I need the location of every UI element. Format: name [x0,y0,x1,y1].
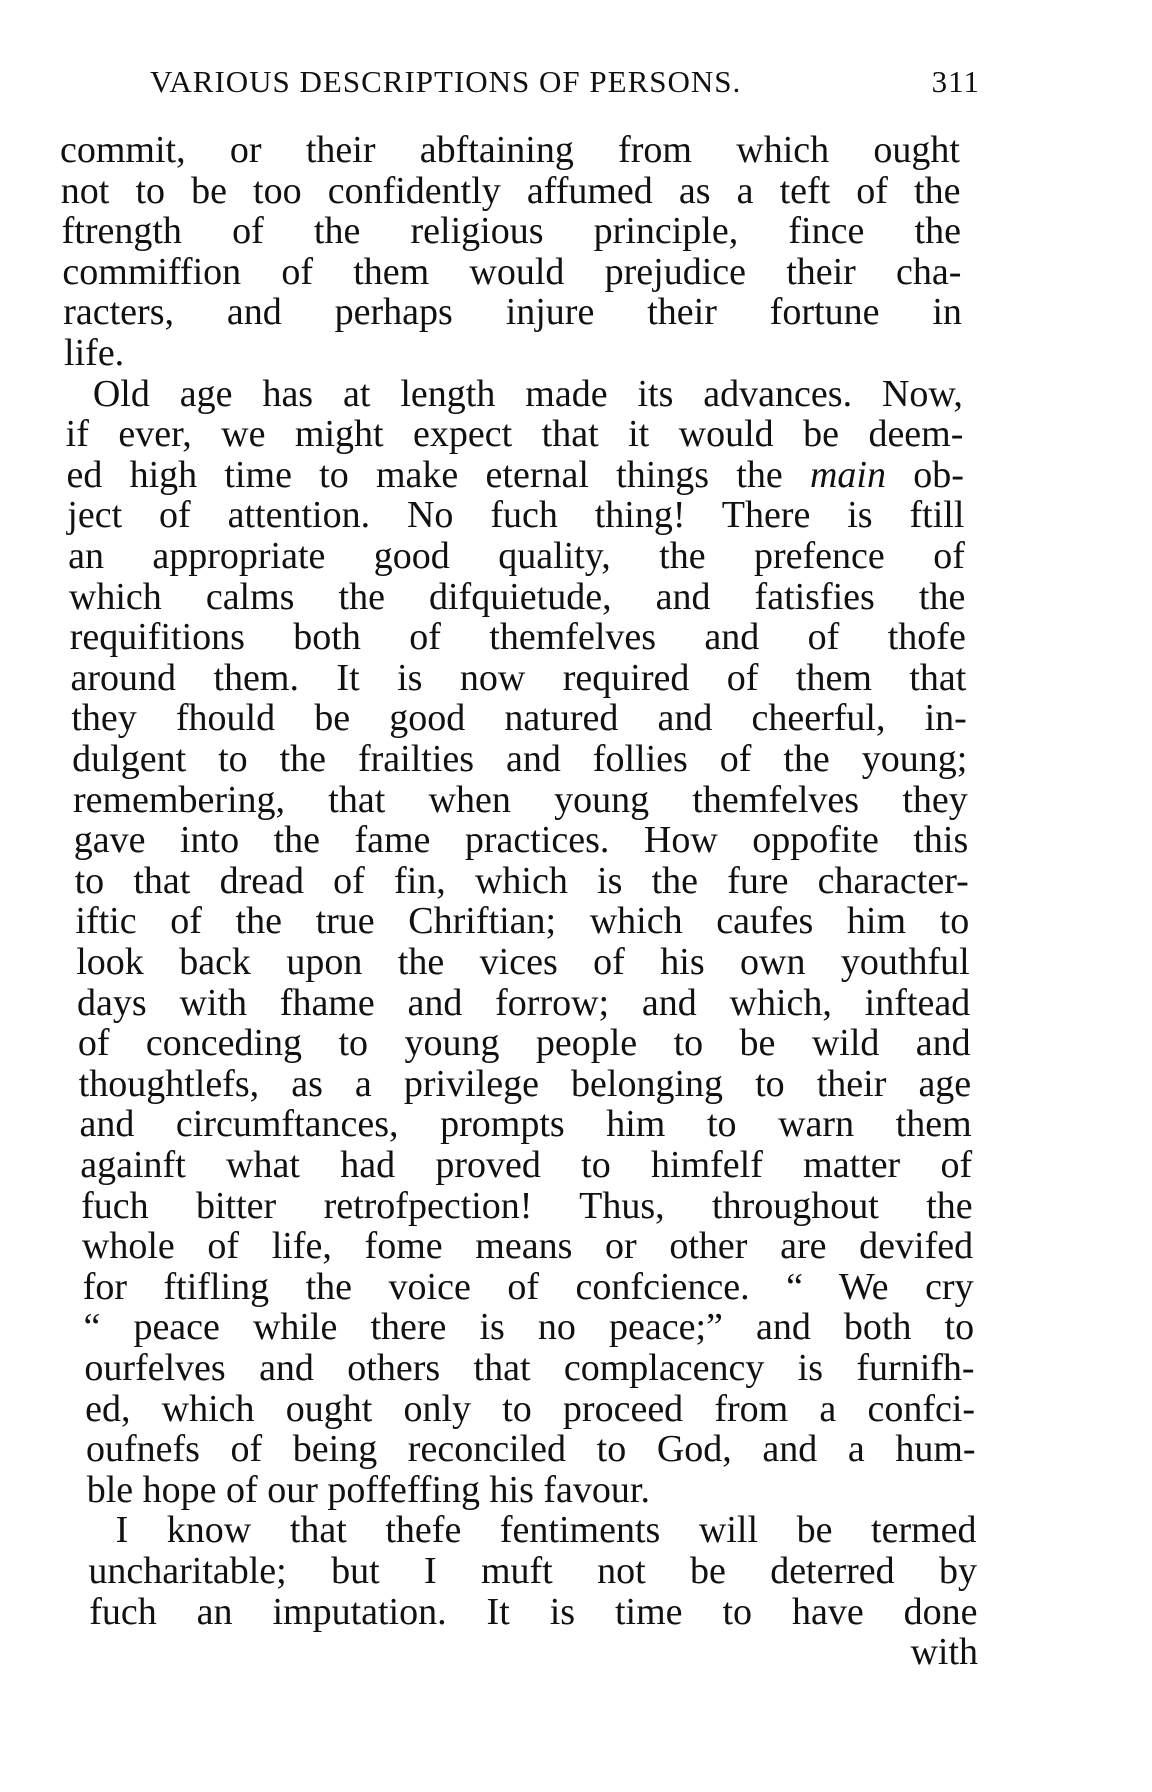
text-line: “ peace while there is no peace;” and both to [83,1306,975,1349]
text-line: fuch an imputation. It is time to have done [89,1590,978,1633]
text-line: to that dread of fin, which is the fure character- [74,859,969,902]
text-line: ftrength of the religious principle, fince the [61,210,961,253]
line-text: ed high time to make eternal things the [66,453,783,496]
text-line: I know that thefe fentiments will be termed [115,1509,977,1552]
italic-word: main [809,453,886,496]
text-line: commiffion of them would prejudice their cha- [62,250,962,293]
text-line: whole of life, fome means or other are devifed [81,1225,974,1268]
text-line: dulgent to the frailties and follies of the young; [72,738,968,780]
text-line: gave into the fame practices. How oppofite this [73,819,969,862]
running-header [150,64,980,100]
text-line: life. [64,332,125,374]
page-number: 311 [931,64,980,99]
text-line: not to be too confidently affumed as a teft of the [60,169,961,212]
text-line: and circumftances, prompts him to warn them [79,1103,972,1146]
text-line: uncharitable; but I muft not be deterred by [88,1550,978,1592]
text-line: Old age has at length made its advances. Now, [92,372,963,415]
text-line: ourfelves and others that complacency is furnifh- [84,1347,975,1389]
text-line: ble hope of our poffeffing his favour. [86,1468,650,1511]
text-line: racters, and perhaps injure their fortune in [63,291,962,334]
text-line: againft what had proved to himfelf matter of [80,1144,973,1186]
text-line: look back upon the vices of his own youthful [76,941,970,983]
text-line: of conceding to young people to be wild and [77,1022,971,1065]
text-line: with [910,1631,978,1674]
text-line: if ever, we might expect that it would be deem- [65,413,964,456]
line-text: ob- [913,453,964,496]
text-line: ject of attention. No fuch thing! There is ftill [67,494,965,537]
running-title: VARIOUS DESCRIPTIONS OF PERSONS. [150,64,742,99]
text-line: an appropriate good quality, the prefence of [68,535,965,577]
text-line: iftic of the true Chriftian; which caufes him to [75,900,970,943]
text-line: thoughtlefs, as a privilege belonging to their age [78,1062,972,1105]
text-line: for ftifling the voice of confcience. “ We cry [82,1265,974,1308]
text-line: commit, or their abftaining from which ought [60,129,960,171]
text-line: oufnefs of being reconciled to God, and a hum- [85,1428,976,1471]
text-line: fuch bitter retrofpection! Thus, throughout the [81,1184,973,1227]
text-line: requifitions both of themfelves and of thofe [69,616,966,659]
text-line: around them. It is now required of them that [70,656,967,699]
text-line: which calms the difquietude, and fatisfies the [68,575,966,618]
text-line: they fhould be good natured and cheerful, in- [71,697,967,740]
text-line: remembering, that when young themfelves they [72,778,968,821]
text-line: ed, which ought only to proceed from a confci- [85,1387,976,1430]
text-line [66,455,963,495]
text-line: days with fhame and forrow; and which, inftead [77,981,971,1024]
